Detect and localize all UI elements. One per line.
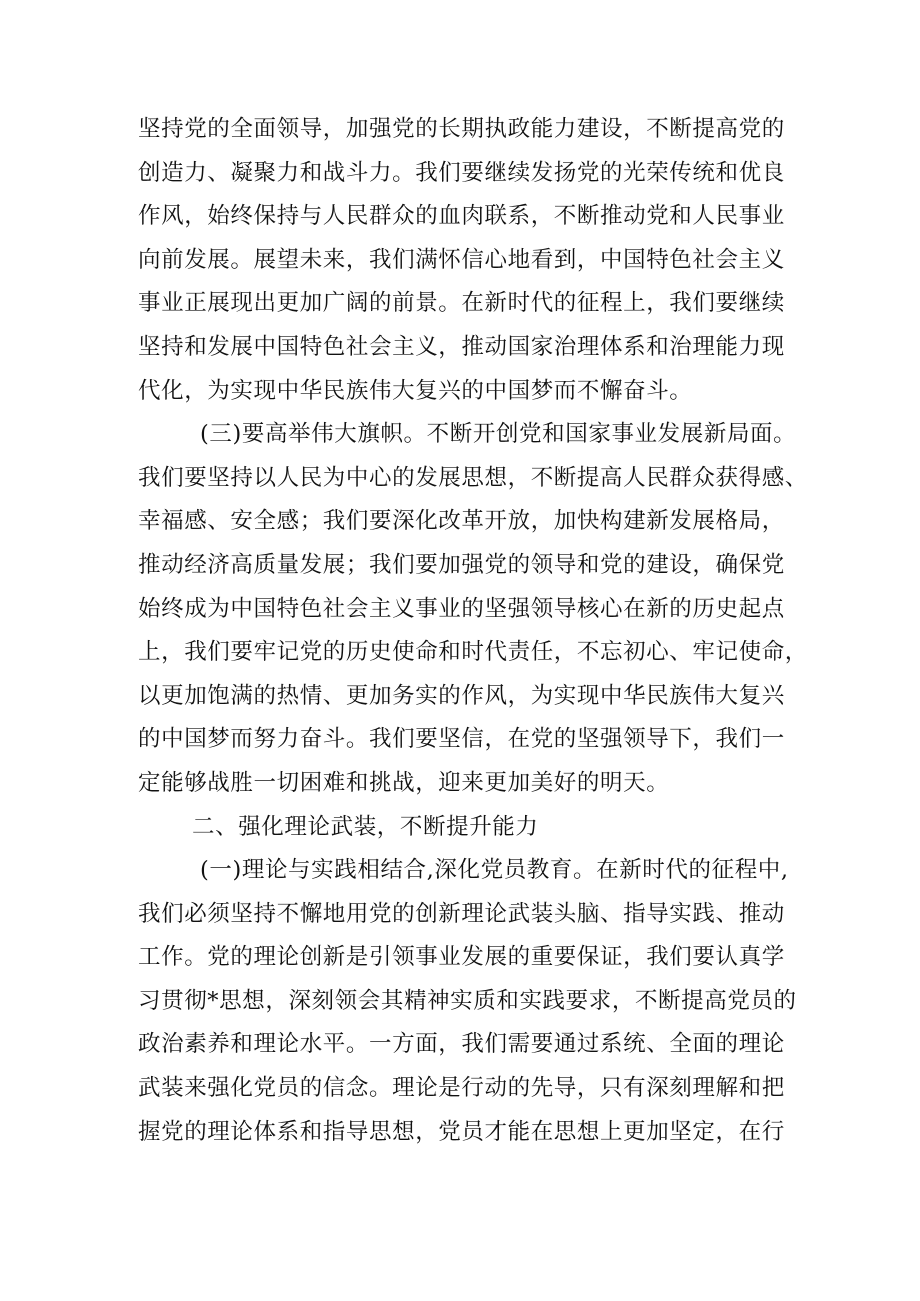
text-line: 创造力、凝聚力和战斗力。我们要继续发扬党的光荣传统和优良 bbox=[138, 159, 785, 186]
text-line: 定能够战胜一切困难和挑战，迎来更加美好的明天。 bbox=[138, 769, 670, 796]
text-line: 上，我们要牢记党的历史使命和时代责任，不忘初心、牢记使命， bbox=[138, 639, 808, 666]
text-line: 向前发展。展望未来，我们满怀信心地看到，中国特色社会主义 bbox=[138, 246, 785, 273]
text-line: 事业正展现出更加广阔的前景。在新时代的征程上，我们要继续 bbox=[138, 290, 785, 317]
text-line: 握党的理论体系和指导思想，党员才能在思想上更加坚定，在行 bbox=[138, 1118, 785, 1145]
text-line: 的中国梦而努力奋斗。我们要坚信，在党的坚强领导下，我们一 bbox=[138, 726, 785, 753]
section-heading: 二、强化理论武装，不断提升能力 bbox=[192, 813, 539, 840]
text-line: 习贯彻*思想，深刻领会其精神实质和实践要求，不断提高党员的 bbox=[138, 987, 797, 1014]
text-line: 我们要坚持以人民为中心的发展思想，不断提高人民群众获得感、 bbox=[138, 464, 808, 491]
text-line: 代化，为实现中华民族伟大复兴的中国梦而不懈奋斗。 bbox=[138, 377, 693, 404]
text-line: 坚持党的全面领导，加强党的长期执政能力建设，不断提高党的 bbox=[138, 116, 785, 142]
text-line: 推动经济高质量发展；我们要加强党的领导和党的建设，确保党 bbox=[138, 551, 785, 578]
text-line: 我们必须坚持不懈地用党的创新理论武装头脑、指导实践、推动 bbox=[138, 900, 785, 927]
subsection-heading-line: (一)理论与实践相结合,深化党员教育。在新时代的征程中, bbox=[200, 857, 789, 884]
text-line: 作风，始终保持与人民群众的血肉联系，不断推动党和人民事业 bbox=[138, 203, 785, 230]
text-line: 以更加饱满的热情、更加务实的作风，为实现中华民族伟大复兴 bbox=[138, 682, 785, 709]
text-line: 政治素养和理论水平。一方面，我们需要通过系统、全面的理论 bbox=[138, 1031, 785, 1058]
text-line: 幸福感、安全感；我们要深化改革开放，加快构建新发展格局， bbox=[138, 508, 785, 535]
subsection-heading-line: (三)要高举伟大旗帜。不断开创党和国家事业发展新局面。 bbox=[200, 421, 797, 448]
text-line: 武装来强化党员的信念。理论是行动的先导，只有深刻理解和把 bbox=[138, 1075, 785, 1102]
document-body bbox=[138, 108, 808, 1154]
text-line: 工作。党的理论创新是引领事业发展的重要保证，我们要认真学 bbox=[138, 944, 785, 971]
text-line: 始终成为中国特色社会主义事业的坚强领导核心在新的历史起点 bbox=[138, 595, 785, 622]
text-line: 坚持和发展中国特色社会主义，推动国家治理体系和治理能力现 bbox=[138, 333, 785, 360]
